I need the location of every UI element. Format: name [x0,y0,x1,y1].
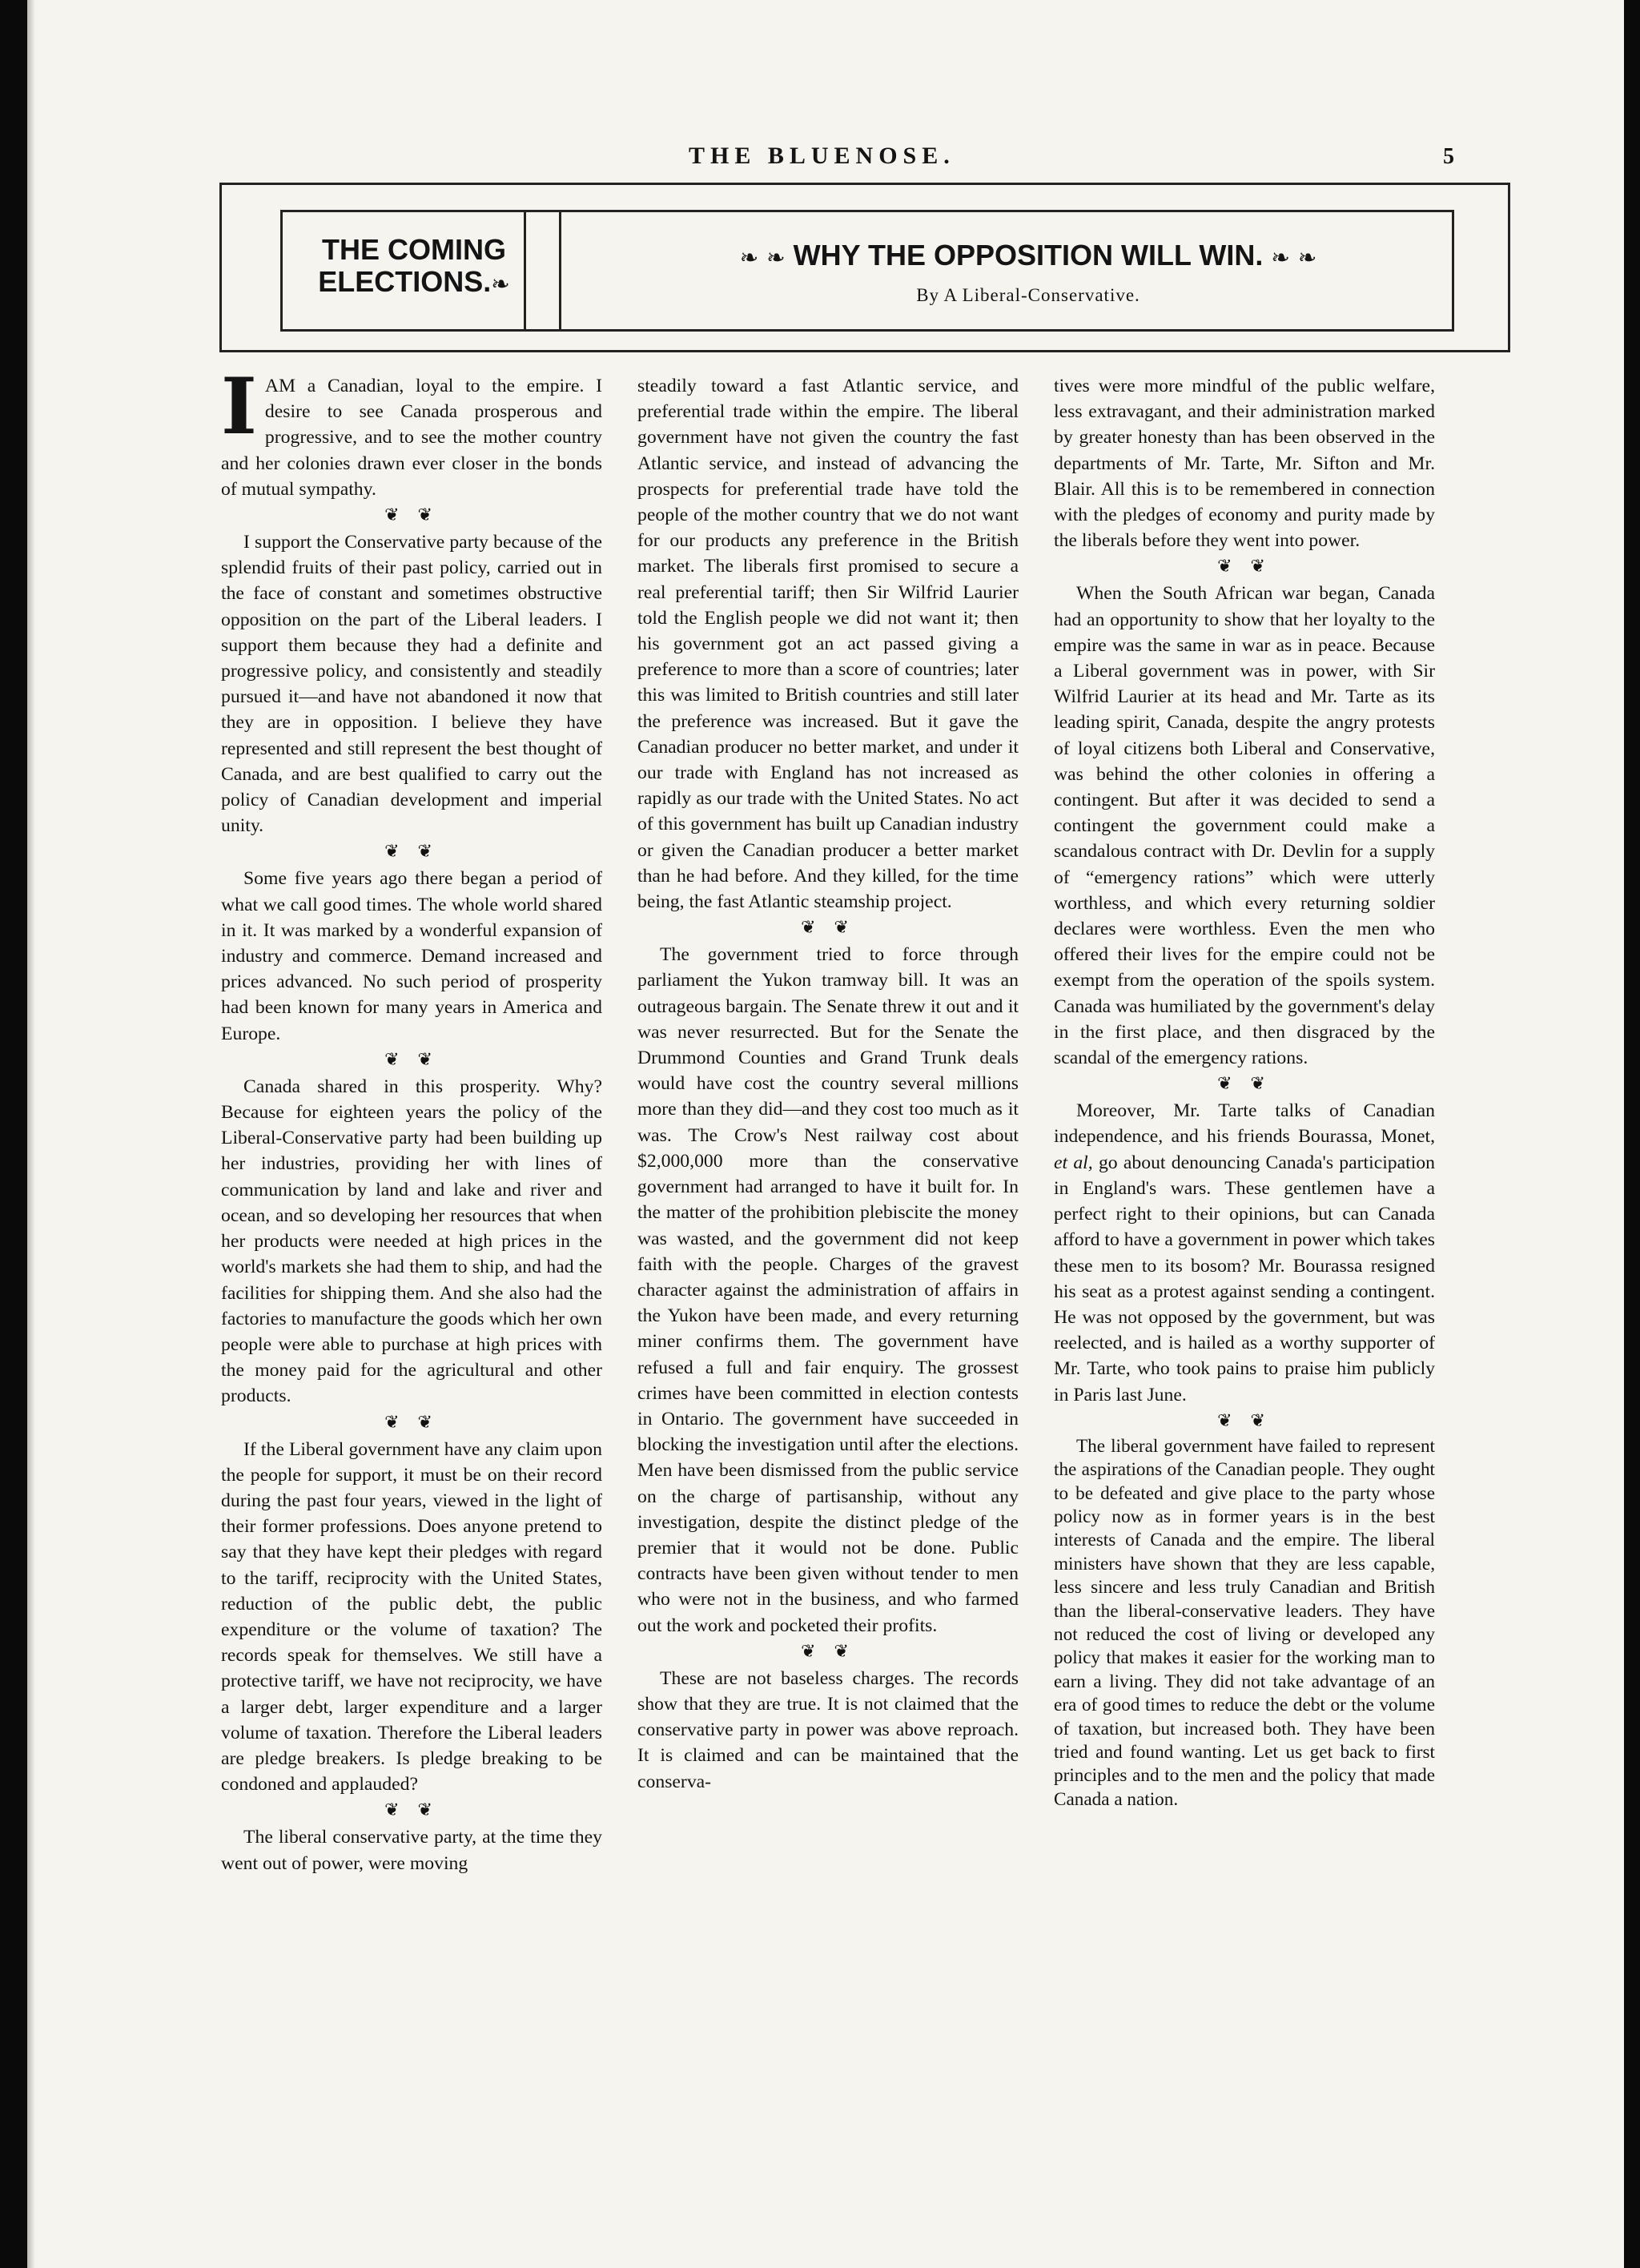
drop-cap: I [221,361,257,452]
paragraph: These are not baseless charges. The records show that they are true. It is not claimed that the conservative party in power was above reproach. It is claimed and can be maintained that the conserva- [637,1667,1019,1792]
section-title [290,234,538,300]
article-column-1 [221,361,602,1876]
paragraph [1054,1098,1435,1407]
leaf-ornament-icon: ❧ [766,244,786,271]
newspaper-page [27,0,1624,2268]
page-spine-shadow [27,0,35,2268]
paragraph: The government tried to force through parliament the Yukon tramway bill. It was an outrageous bargain. The Senate threw it out and it was never resurrected. But for the Senate the Drummond Counties and Grand Trunk deals would have cost the country several millions more than they did—and they cost too much as it was. The Crow's Nest railway cost about $2,000,000 more than the conservative government had arranged to have it built for. In the matter of the prohibition plebiscite the money was wasted, and the government did not keep faith with the people. Charges of the gravest character against the administration of affairs in the Yukon have been made, and every returning miner confirms them. The government have refused a full and fair enquiry. The grossest crimes have been committed in election contests in Ontario. The government have succeeded in blocking the investigation until after the elections. Men have been dismissed from the public service on the charge of partisanship, without any investigation, despite the distinct pledge of the premier that it would not be done. Public contracts have been given without tender to men who were not in the business, and who farmed out the work and pocketed their profits. [637,944,1019,1636]
paragraph: steadily toward a fast Atlantic service, and preferential trade within the empire. The liberal government have not given the country the fast Atlantic service, and instead of advancing the prospects for preferential trade have told the people of the mother country that we do not want for our products any preference in the British market. The liberals first promised to secure a real preferential tariff; then Sir Wilfrid Laurier told the English people we did not want it; then his government got an act passed giving a preference to more than a score of countries; later this was limited to British countries and still later the preference was increased. But it gave the Canadian producer no better market, and under it our trade with England has not increased as rapidly as our trade with the United States. No act of this government has built up Canadian industry or given the Canadian producer a better market than he had before. And they killed, for the time being, the fast Atlantic steamship project. [637,376,1019,913]
paragraph-text: Moreover, Mr. Tarte talks of Canadian independence, and his friends Bourassa, Monet, [1054,1100,1435,1148]
paragraph: tives were more mindful of the public welfare, less extravagant, and their administration marked by greater honesty than has been observed in the departments of Mr. Tarte, Mr. Sifton and Mr. Blair. All this is to be remembered in connection with the pledges of economy and purity made by the liberals before they went into power. [1054,376,1435,552]
leaf-ornament-icon: ❧ [491,271,510,297]
leaf-ornament-icon: ❧ [739,244,759,271]
header-divider-right [559,210,561,332]
paragraph: If the Liberal government have any claim upon the people for support, it must be on their record during the past four years, viewed in the light of their former professions. Does anyone pretend to say that they have kept their pledges with regard to the tariff, reciprocity with the United States, reduction of the public debt, the public expenditure or the volume of taxation? The records speak for themselves. We still have a protective tariff, we have not reciprocity, we have a larger debt, larger expenditure and a larger volume of taxation. Therefore the Liberal leaders are pledge breakers. Is pledge breaking to be condoned and applauded? [221,1438,602,1796]
separator-ornament-icon: ❦ ❦ [384,505,439,526]
masthead: THE BLUENOSE. [689,143,955,169]
paragraph: The liberal government have failed to represent the aspirations of the Canadian people. They ought to be defeated and give place to the party whose policy now as in former years is in the best interests of Canada and the empire. The liberal ministers have shown that they are less capable, less sincere and less truly Canadian and British than the liberal-conservative leaders. They have not reduced the cost of living or developed any policy that makes it easier for the working man to earn a living. They did not take advantage of an era of good times to reduce the debt or the volume of taxation, but increased both. They have been tried and found wanting. Let us get back to first principles and to the men and the policy that made Canada a nation. [1054,1435,1435,1810]
headline-row [668,239,1389,272]
leaf-ornament-icon: ❧ [1297,244,1317,271]
paragraph: Some five years ago there began a period of what we call good times. The whole world shared in it. It was marked by a wonderful expansion of industry and commerce. Demand increased and prices advanced. No such period of prosperity had been known for many years in America and Europe. [221,868,602,1044]
leaf-ornament-icon: ❧ [1271,244,1290,271]
section-title-line2: ELECTIONS. [318,265,492,298]
byline: By A Liberal-Conservative. [916,285,1140,305]
separator-ornament-icon: ❦ ❦ [801,918,855,939]
separator-ornament-icon: ❦ ❦ [384,842,439,863]
italic-phrase: et al, [1054,1152,1093,1173]
article-column-3 [1054,373,1435,1812]
separator-ornament-icon: ❦ ❦ [384,1412,439,1433]
article-column-2 [637,373,1019,1795]
section-title-line1: THE COMING [322,233,506,266]
headline: WHY THE OPPOSITION WILL WIN. [793,239,1264,271]
paragraph [221,361,602,502]
separator-ornament-icon: ❦ ❦ [1217,1074,1272,1095]
paragraph: Canada shared in this prosperity. Why? Because for eighteen years the policy of the Liberal-Conservative party had been building up her industries, providing her with lines of communication by land and lake and river and ocean, and so developing her resources that when her products were needed at high prices in the world's markets she had them to ship, and had the facilities for shipping them. And she also had the factories to manufacture the goods which her own people were able to purchase at high prices with the money paid for the agricultural and other products. [221,1076,602,1407]
paragraph-text: go about denouncing Canada's participation in England's wars. These gentlemen have a perfect right to their opinions, but can Canada afford to have a government in power which takes these men to its bosom? Mr. Bourassa resigned his seat as a protest against sending a contingent. He was not opposed by the government, but was reelected, and is hailed as a worthy supporter of Mr. Tarte, who took pains to praise him publicly in Paris last June. [1054,1152,1435,1405]
page-number: 5 [1443,144,1454,169]
separator-ornament-icon: ❦ ❦ [384,1049,439,1070]
separator-ornament-icon: ❦ ❦ [1217,1410,1272,1431]
paragraph: When the South African war began, Canada had an opportunity to show that her loyalty to the empire was the same in war as in peace. Because a Liberal government was in power, with Sir Wilfrid Laurier at its head and Mr. Tarte as its leading spirit, Canada, despite the angry protests of loyal citizens both Liberal and Conservative, was behind the other colonies in offering a contingent. But after it was decided to send a contingent the government could make a scandalous contract with Dr. Devlin for a supply of “emergency rations” which were utterly worthless, and which every returning soldier declares were worthless. Even the men who offered their lives for the empire could not be exempt from the operation of the spoils system. Canada was humiliated by the government's delay in the first place, and then disgraced by the scandal of the emergency rations. [1054,583,1435,1069]
separator-ornament-icon: ❦ ❦ [384,1800,439,1821]
separator-ornament-icon: ❦ ❦ [801,1641,855,1662]
separator-ornament-icon: ❦ ❦ [1217,557,1272,577]
paragraph-text: AM a Canadian, loyal to the empire. I desire to see Canada prosperous and progressive, and to see the mother country and her colonies drawn ever closer in the bonds of mutual sympathy. [221,376,602,500]
paragraph: The liberal conservative party, at the time they went out of power, were moving [221,1827,602,1874]
paragraph: I support the Conservative party because of the splendid fruits of their past policy, carried out in the face of constant and sometimes obstructive opposition on the part of the Liberal leaders. I support them because they had a definite and progressive policy, and consistently and steadily pursued it—and have not abandoned it now that they are in opposition. I believe they have represented and still represent the best thought of Canada, and are best qualified to carry out the policy of Canadian development and imperial unity. [221,532,602,837]
